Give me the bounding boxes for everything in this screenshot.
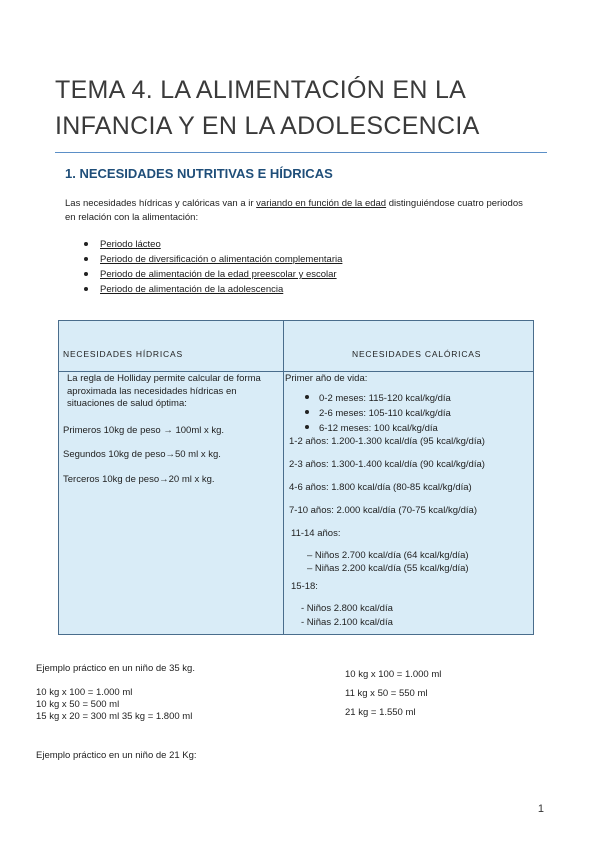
example-21kg-line: 10 kg x 100 = 1.000 ml	[345, 669, 442, 680]
header-cell-hydric	[59, 321, 283, 372]
list-item: Periodo de alimentación de la edad preescolar y escolar	[84, 267, 342, 282]
age-11-14-label: 11-14 años:	[291, 528, 341, 539]
intro-after: distinguiéndose cuatro periodos en relación con la alimentación:	[65, 198, 523, 223]
age-11-14-item: – Niñas 2.200 kcal/día (55 kcal/kg/día)	[307, 563, 469, 574]
list-item: Periodo lácteo	[84, 237, 342, 252]
title-line-2: INFANCIA Y EN LA ADOLESCENCIA	[55, 112, 480, 140]
intro-paragraph	[65, 197, 535, 225]
column-divider	[283, 321, 284, 634]
age-row: 7-10 años: 2.000 kcal/día (70-75 kcal/kg/día)	[289, 505, 478, 516]
age-row: 2-3 años: 1.300-1.400 kcal/día (90 kcal/kg/día)	[289, 459, 485, 470]
section-number: 1.	[65, 166, 76, 181]
example-21kg-line: 11 kg x 50 = 550 ml	[345, 688, 428, 699]
first-year-item: 2-6 meses: 105-110 kcal/kg/día	[319, 408, 451, 419]
hydric-row: Segundos 10kg de peso→50 ml x kg.	[63, 449, 221, 460]
first-year-item: 0-2 meses: 115-120 kcal/kg/día	[319, 393, 451, 404]
list-item: Periodo de diversificación o alimentación complementaria	[84, 252, 342, 267]
first-year-item: 6-12 meses: 100 kcal/kg/día	[319, 423, 438, 434]
age-15-18-item: - Niños 2.800 kcal/día	[301, 603, 393, 614]
bullet-icon	[305, 395, 309, 399]
section-heading	[65, 166, 333, 181]
list-item	[305, 423, 438, 434]
intro-before: Las necesidades hídricas y calóricas van a ir	[65, 198, 257, 209]
example-35kg-line: 10 kg x 50 = 500 ml	[36, 699, 120, 710]
hydric-row: Primeros 10kg de peso → 100ml x kg.	[63, 424, 225, 436]
bullet-icon	[305, 410, 309, 414]
age-15-18-item: - Niñas 2.100 kcal/día	[301, 617, 393, 628]
first-year-label: Primer año de vida:	[285, 373, 368, 384]
needs-table	[58, 320, 534, 635]
age-row: 4-6 años: 1.800 kcal/día (80-85 kcal/kg/día)	[289, 482, 472, 493]
title-divider	[55, 152, 547, 153]
page-number: 1	[537, 803, 544, 815]
bullet-icon	[305, 425, 309, 429]
example-21kg-line: 21 kg = 1.550 ml	[345, 707, 416, 718]
intro-underlined: variando en función de la edad	[256, 198, 387, 209]
header-hydric-label: NECESIDADES HÍDRICAS	[63, 349, 183, 359]
example-35kg-line: 10 kg x 100 = 1.000 ml	[36, 687, 133, 698]
header-caloric-label: NECESIDADES CALÓRICAS	[352, 349, 482, 359]
example-35kg-heading: Ejemplo práctico en un niño de 35 kg.	[36, 663, 195, 674]
page-title	[55, 72, 555, 144]
example-21kg-heading: Ejemplo práctico en un niño de 21 Kg:	[36, 750, 197, 761]
periods-list	[84, 237, 342, 297]
title-line-1: TEMA 4. LA ALIMENTACIÓN EN LA	[55, 76, 467, 104]
list-item	[305, 408, 451, 419]
hydric-row: Terceros 10kg de peso→20 ml x kg.	[63, 473, 215, 485]
example-35kg-line: 15 kg x 20 = 300 ml 35 kg = 1.800 ml	[36, 711, 193, 722]
holliday-rule-text: La regla de Holliday permite calcular de forma aproximada las necesidades hídricas en situaciones de salud óptima:	[67, 373, 261, 409]
header-cell-caloric	[283, 321, 533, 372]
age-11-14-item: – Niños 2.700 kcal/día (64 kcal/kg/día)	[307, 550, 469, 561]
list-item	[305, 393, 451, 404]
hydric-cell	[63, 373, 275, 486]
list-item: Periodo de alimentación de la adolescencia	[84, 282, 342, 297]
age-row: 1-2 años: 1.200-1.300 kcal/día (95 kcal/kg/día)	[289, 436, 485, 447]
section-title: NECESIDADES NUTRITIVAS E HÍDRICAS	[79, 166, 333, 181]
age-15-18-label: 15-18:	[291, 581, 318, 592]
